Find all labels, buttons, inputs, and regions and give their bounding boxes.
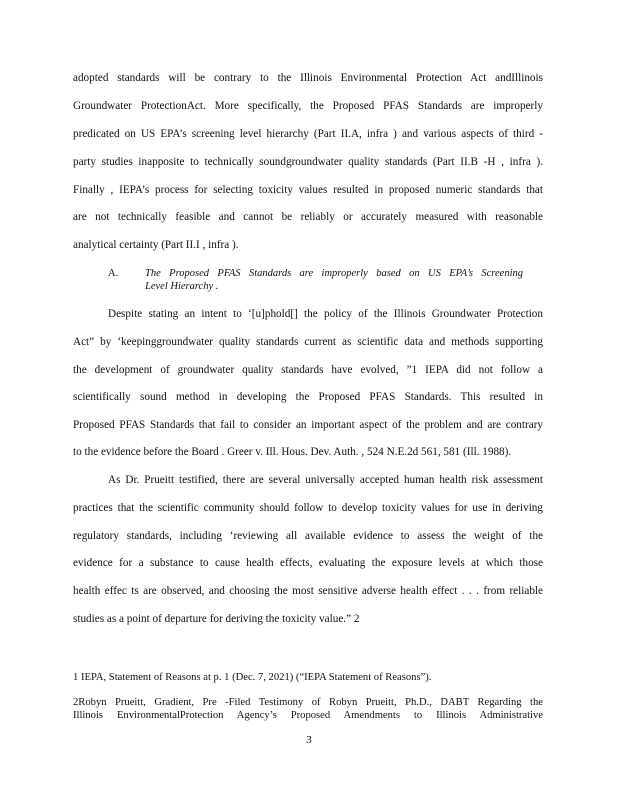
body-line: As Dr. Prueitt testified, there are several universally accepted human health risk assessment	[108, 474, 543, 486]
body-line: regulatory standards, including ‘reviewing all available evidence to assess the weight of the	[73, 530, 543, 542]
body-line: the development of groundwater quality standards have evolved, ”1 IEPA did not follow a	[73, 364, 543, 376]
body-line: Finally , IEPA’s process for selecting toxicity values resulted in proposed numeric standards that	[73, 184, 543, 196]
body-line: adopted standards will be contrary to the Illinois Environmental Protection Act andIllinois	[73, 72, 543, 84]
body-line: analytical certainty (Part II.I , infra ).	[73, 239, 239, 251]
body-line: Groundwater ProtectionAct. More specifically, the Proposed PFAS Standards are improperly	[73, 100, 543, 112]
body-line: evidence for a substance to cause health effects, evaluating the exposure levels at which those	[73, 557, 543, 569]
body-line: scientifically sound method in developing the Proposed PFAS Standards. This resulted in	[73, 391, 543, 403]
body-line: health effec ts are observed, and choosing the most sensitive adverse health effect . . . from reliable	[73, 585, 543, 597]
body-line: predicated on US EPA’s screening level hierarchy (Part II.A, infra ) and various aspects of third -	[73, 128, 543, 140]
page-number: 3	[306, 734, 312, 746]
section-heading-line2: Level Hierarchy .	[145, 281, 219, 292]
body-line: Act” by ‘keepinggroundwater quality standards current as scientific data and methods supporting	[73, 336, 543, 348]
footnote-2-line1: 2Robyn Prueitt, Gradient, Pre -Filed Testimony of Robyn Prueitt, Ph.D., DABT Regarding the	[73, 697, 543, 708]
section-heading-line1: The Proposed PFAS Standards are improperly based on US EPA’s Screening	[145, 268, 523, 279]
body-line: Proposed PFAS Standards that fail to consider an important aspect of the problem and are contrary	[73, 419, 543, 431]
body-line: studies as a point of departure for deriving the toxicity value.” 2	[73, 613, 360, 625]
body-line: Despite stating an intent to ‘[u]phold[] the policy of the Illinois Groundwater Protection	[108, 308, 543, 320]
body-line: are not technically feasible and cannot be reliably or accurately measured with reasonable	[73, 211, 543, 223]
footnote-1: 1 IEPA, Statement of Reasons at p. 1 (Dec. 7, 2021) (“IEPA Statement of Reasons”).	[73, 672, 432, 683]
footnote-2-line2: Illinois EnvironmentalProtection Agency’s Proposed Amendments to Illinois Administrative	[73, 710, 543, 721]
body-line: to the evidence before the Board . Greer v. Ill. Hous. Dev. Auth. , 524 N.E.2d 561, 581 (Ill. 1988).	[73, 446, 512, 458]
body-line: practices that the scientific community should follow to develop toxicity values for use in deriving	[73, 502, 543, 514]
body-line: party studies inapposite to technically soundgroundwater quality standards (Part II.B -H , infra ).	[73, 156, 543, 168]
section-letter: A.	[108, 268, 119, 279]
